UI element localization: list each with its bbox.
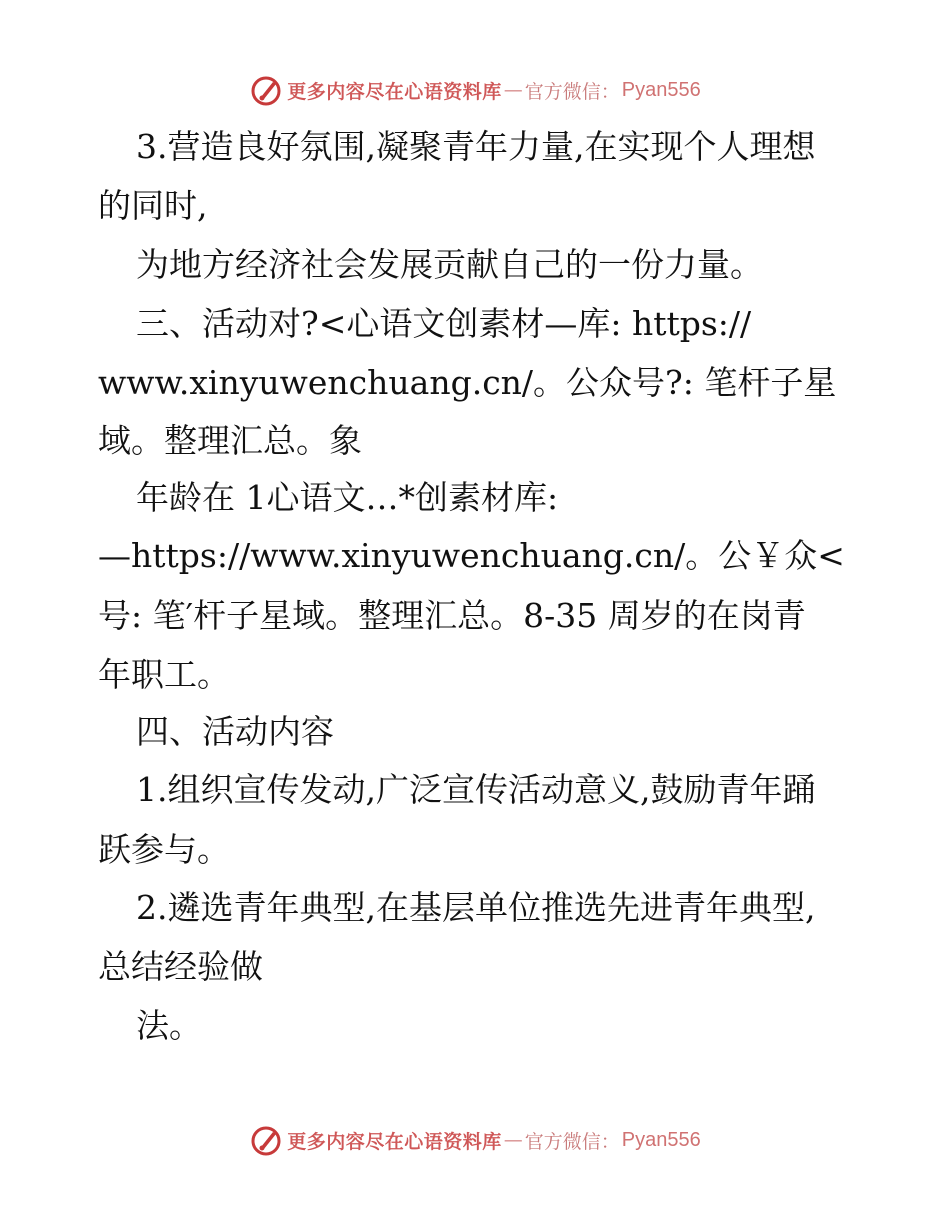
body-line: 法。 [136,1006,202,1045]
watermark-main-text: 更多内容尽在心语资料库 [287,1130,502,1153]
body-line: 3.营造良好氛围,凝聚青年力量,在实现个人理想 [136,127,816,166]
body-line: 的同时, [98,186,208,225]
section-heading: 四、活动内容 [136,712,334,751]
watermark-header [0,72,950,108]
body-line: 三、活动对?<心语文创素材—库: https:// [136,304,752,343]
body-line: 2.遴选青年典型,在基层单位推选先进青年典型, [136,888,816,927]
body-line: 跃参与。 [98,830,230,869]
watermark-main-text: 更多内容尽在心语资料库 [287,80,502,103]
watermark-official-label: 官方微信： [524,1130,620,1153]
brush-logo-icon [249,73,283,107]
body-line: 号: 笔′杆子星域。整理汇总。8-35 周岁的在岗青 [98,596,806,635]
body-line: 为地方经济社会发展贡献自己的一份力量。 [136,245,763,284]
watermark-dash: — [503,1129,523,1151]
body-line: 年职工。 [98,655,230,694]
body-line: 总结经验做 [98,947,263,986]
brush-logo-icon [249,1123,283,1157]
body-line: 域。整理汇总。象 [98,421,362,460]
watermark-dash: — [503,79,523,101]
watermark-wechat-id: Pyan556 [621,1128,701,1151]
watermark-official-label: 官方微信： [524,80,620,103]
body-line: 年龄在 1心语文…*创素材库: [136,478,559,517]
body-line: 1.组织宣传发动,广泛宣传活动意义,鼓励青年踊 [136,770,816,809]
body-line: —https://www.xinyuwenchuang.cn/。公￥众< [98,536,845,575]
watermark-wechat-id: Pyan556 [621,78,701,101]
body-line: www.xinyuwenchuang.cn/。公众号?: 笔杆子星 [98,363,837,402]
watermark-footer [0,1122,950,1158]
